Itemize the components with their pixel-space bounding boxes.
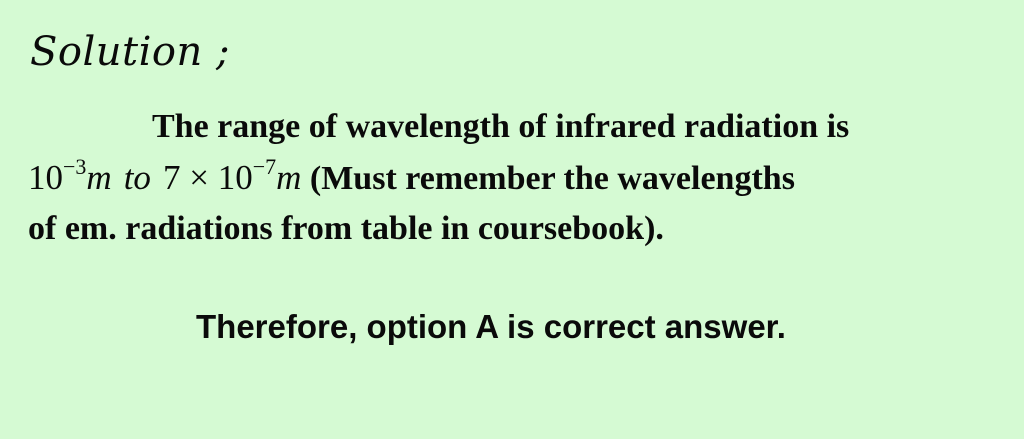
unit-2: m: [276, 158, 302, 197]
power-base-1: 10: [28, 158, 63, 197]
paragraph-line-1: The range of wavelength of infrared radiation is: [152, 108, 850, 145]
paragraph-line-2: [28, 152, 795, 208]
unit-1: m: [86, 158, 112, 197]
to-word: to: [123, 158, 151, 197]
solution-heading: Solution ;: [30, 29, 230, 75]
times-sign: ×: [189, 158, 209, 197]
paragraph-line-3: of em. radiations from table in coursebook).: [28, 210, 664, 247]
conclusion-text: Therefore, option A is correct answer.: [196, 308, 786, 345]
wavelength-range-expression: [28, 154, 302, 197]
paragraph-line-2-text: (Must remember the wavelengths: [309, 160, 795, 197]
exponent-2: −7: [252, 154, 277, 179]
exponent-1: −3: [63, 154, 87, 179]
power-base-2: 10: [217, 158, 253, 197]
coefficient: 7: [162, 158, 181, 197]
